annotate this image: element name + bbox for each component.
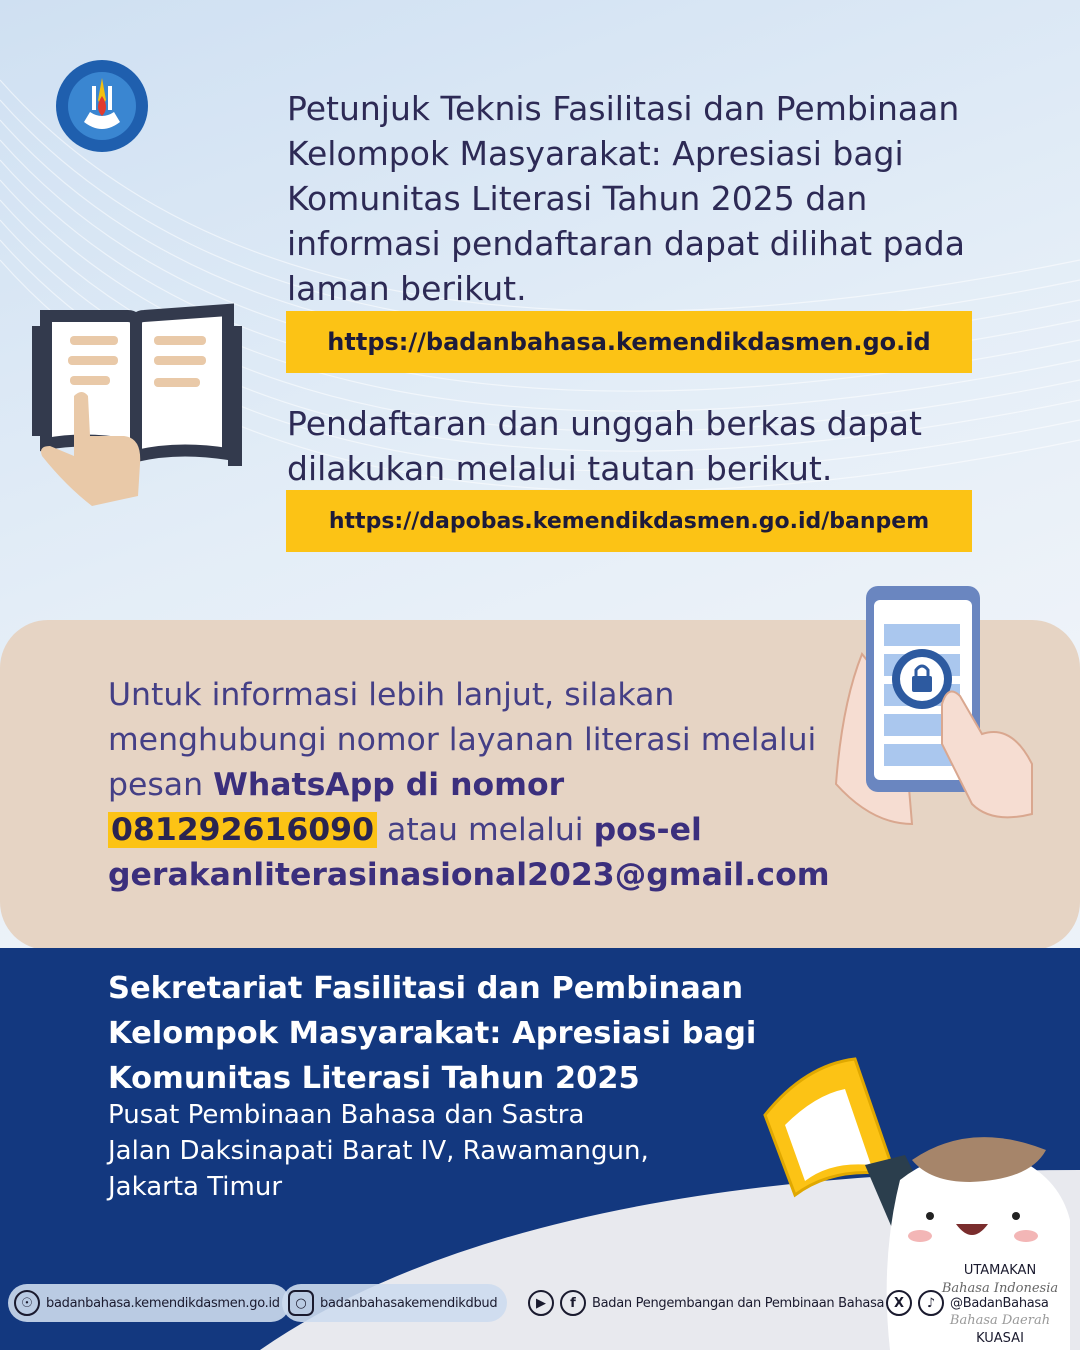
address-line-2: Jalan Daksinapati Barat IV, Rawamangun, xyxy=(108,1136,649,1166)
x-tiktok-social[interactable] xyxy=(880,1284,1059,1322)
registration-link[interactable]: https://dapobas.kemendikdasmen.go.id/banpem xyxy=(286,490,972,552)
social-bar xyxy=(8,1284,1068,1324)
x-icon: X xyxy=(886,1290,912,1316)
intro-text: Petunjuk Teknis Fasilitasi dan Pembinaan Kelompok Masyarakat: Apresiasi bagi Komunitas Literasi Tahun 2025 dan informasi pendaftaran dapat dilihat pada laman berikut. xyxy=(287,89,965,308)
registration-text: Pendaftaran dan unggah berkas dapat dilakukan melalui tautan berikut. xyxy=(287,404,922,488)
instagram-social[interactable] xyxy=(282,1284,507,1322)
youtube-icon: ▶ xyxy=(528,1290,554,1316)
email-label: pos-el xyxy=(593,812,702,848)
secretariat-title: Sekretariat Fasilitasi dan Pembinaan Kelompok Masyarakat: Apresiasi bagi Komunitas Literasi Tahun 2025 xyxy=(108,971,757,1096)
contact-or-text: atau melalui xyxy=(377,812,594,848)
whatsapp-label: WhatsApp di nomor xyxy=(213,767,565,803)
address-line-1: Pusat Pembinaan Bahasa dan Sastra xyxy=(108,1100,585,1130)
book-hand-icon xyxy=(28,296,248,516)
x-tiktok-social-text: @BadanBahasa xyxy=(950,1295,1049,1311)
website-link[interactable]: https://badanbahasa.kemendikdasmen.go.id xyxy=(286,311,972,373)
contact-info xyxy=(108,673,868,898)
facebook-icon: f xyxy=(560,1290,586,1316)
mascot-text-2: Bahasa Indonesia xyxy=(941,1281,1059,1296)
instagram-icon: ○ xyxy=(288,1290,314,1316)
mascot-text-3: Bahasa Daerah xyxy=(949,1313,1051,1328)
tut-wuri-handayani-logo xyxy=(54,56,150,156)
email-address[interactable]: gerakanliterasinasional2023@gmail.com xyxy=(108,857,830,893)
youtube-facebook-social[interactable] xyxy=(522,1284,894,1322)
mascot-text-4: KUASAI xyxy=(976,1331,1024,1346)
whatsapp-phone-number[interactable]: 081292616090 xyxy=(108,812,377,848)
secretariat-address xyxy=(108,1097,748,1205)
website-social-text: badanbahasa.kemendikdasmen.go.id xyxy=(46,1295,280,1311)
tiktok-icon: ♪ xyxy=(918,1290,944,1316)
phone-hand-icon xyxy=(832,584,1042,834)
instagram-social-text: badanbahasakemendikdbud xyxy=(320,1295,498,1311)
contact-intro-text: Untuk informasi lebih lanjut, silakan menghubungi nomor layanan literasi melalui pesan xyxy=(108,677,817,803)
youtube-facebook-social-text: Badan Pengembangan dan Pembinaan Bahasa xyxy=(592,1295,885,1311)
globe-icon: ☉ xyxy=(14,1290,40,1316)
mascot-text-1: UTAMAKAN xyxy=(963,1263,1037,1278)
address-line-3: Jakarta Timur xyxy=(108,1172,283,1202)
website-social[interactable] xyxy=(8,1284,290,1322)
